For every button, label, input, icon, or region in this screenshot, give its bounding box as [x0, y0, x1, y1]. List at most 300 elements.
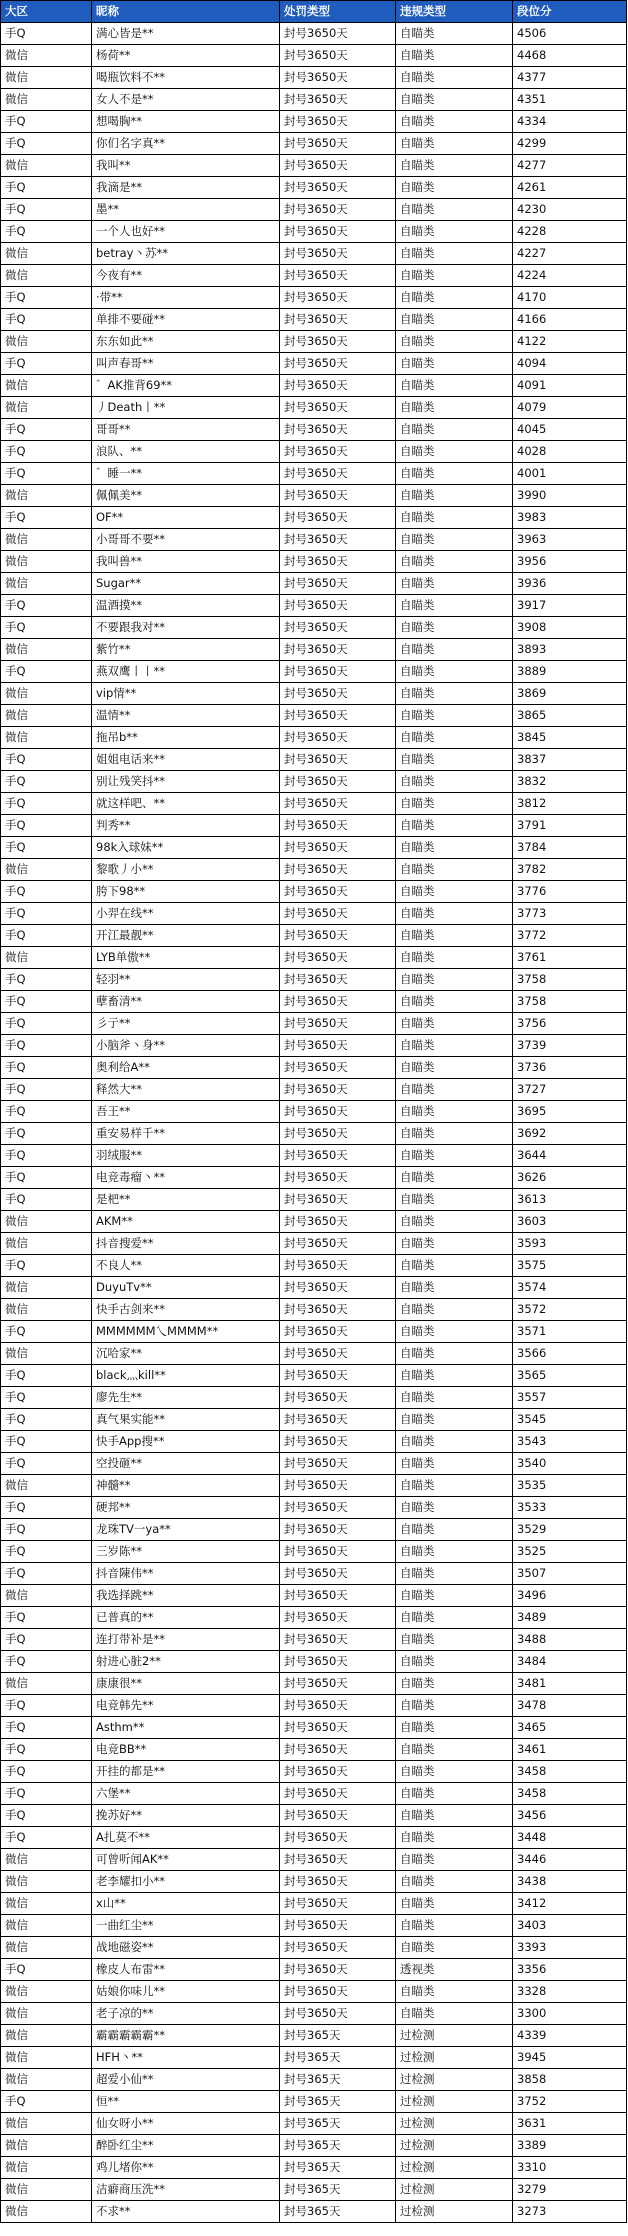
region-cell: 手Q: [1, 1959, 92, 1981]
penalty-type-cell: 封号3650天: [280, 1409, 396, 1431]
violation-type-cell: 自瞄类: [396, 749, 513, 771]
table-row: [1, 1035, 627, 1057]
rank-score-cell: 4261: [513, 177, 627, 199]
region-cell: 微信: [1, 2003, 92, 2025]
region-cell: 微信: [1, 1343, 92, 1365]
rank-score-cell: 3389: [513, 2135, 627, 2157]
violation-type-cell: 自瞄类: [396, 1585, 513, 1607]
nickname-cell: 女人不是**: [92, 89, 280, 111]
violation-type-cell: 自瞄类: [396, 2003, 513, 2025]
nickname-cell: 浪队、**: [92, 441, 280, 463]
penalty-type-cell: 封号365天: [280, 2025, 396, 2047]
violation-type-cell: 自瞄类: [396, 221, 513, 243]
penalty-type-cell: 封号365天: [280, 2201, 396, 2223]
rank-score-cell: 4377: [513, 67, 627, 89]
rank-score-cell: 3758: [513, 969, 627, 991]
violation-type-cell: 自瞄类: [396, 1783, 513, 1805]
table-row: [1, 551, 627, 573]
rank-score-cell: 3727: [513, 1079, 627, 1101]
region-cell: 微信: [1, 89, 92, 111]
violation-type-cell: 自瞄类: [396, 1255, 513, 1277]
table-row: [1, 1519, 627, 1541]
table-row: [1, 837, 627, 859]
rank-score-cell: 3543: [513, 1431, 627, 1453]
penalty-type-cell: 封号3650天: [280, 265, 396, 287]
violation-type-cell: 自瞄类: [396, 617, 513, 639]
penalty-type-cell: 封号3650天: [280, 1673, 396, 1695]
rank-score-cell: 3488: [513, 1629, 627, 1651]
region-cell: 微信: [1, 2069, 92, 2091]
table-row: [1, 375, 627, 397]
nickname-cell: 抖音陳伟**: [92, 1563, 280, 1585]
rank-score-cell: 3626: [513, 1167, 627, 1189]
penalty-type-cell: 封号3650天: [280, 353, 396, 375]
violation-type-cell: 自瞄类: [396, 1079, 513, 1101]
nickname-cell: 小脑斧丶身**: [92, 1035, 280, 1057]
nickname-cell: 我叫兽**: [92, 551, 280, 573]
region-cell: 手Q: [1, 1409, 92, 1431]
violation-type-cell: 自瞄类: [396, 1981, 513, 2003]
region-cell: 手Q: [1, 661, 92, 683]
nickname-cell: 小哥哥不要**: [92, 529, 280, 551]
table-row: [1, 1475, 627, 1497]
table-row: [1, 727, 627, 749]
table-row: [1, 507, 627, 529]
region-cell: 手Q: [1, 1629, 92, 1651]
rank-score-cell: 3465: [513, 1717, 627, 1739]
violation-type-cell: 自瞄类: [396, 1717, 513, 1739]
rank-score-cell: 3571: [513, 1321, 627, 1343]
nickname-cell: 电竞BB**: [92, 1739, 280, 1761]
region-cell: 手Q: [1, 111, 92, 133]
nickname-cell: 胯下98**: [92, 881, 280, 903]
region-cell: 微信: [1, 1673, 92, 1695]
violation-type-cell: 自瞄类: [396, 573, 513, 595]
violation-type-cell: 自瞄类: [396, 111, 513, 133]
nickname-cell: 墨**: [92, 199, 280, 221]
rank-score-cell: 3448: [513, 1827, 627, 1849]
nickname-cell: 空投砸**: [92, 1453, 280, 1475]
region-cell: 微信: [1, 1299, 92, 1321]
violation-type-cell: 自瞄类: [396, 1915, 513, 1937]
nickname-cell: 姑娘你味儿**: [92, 1981, 280, 2003]
region-cell: 微信: [1, 397, 92, 419]
penalty-type-cell: 封号3650天: [280, 991, 396, 1013]
violation-type-cell: 自瞄类: [396, 903, 513, 925]
violation-type-cell: 自瞄类: [396, 1937, 513, 1959]
nickname-cell: 挽苏好**: [92, 1805, 280, 1827]
violation-type-cell: 自瞄类: [396, 683, 513, 705]
penalty-type-cell: 封号3650天: [280, 1937, 396, 1959]
violation-type-cell: 自瞄类: [396, 45, 513, 67]
rank-score-cell: 3393: [513, 1937, 627, 1959]
region-cell: 手Q: [1, 1013, 92, 1035]
region-cell: 微信: [1, 1981, 92, 2003]
violation-type-cell: 自瞄类: [396, 67, 513, 89]
table-row: [1, 1431, 627, 1453]
rank-score-cell: 3557: [513, 1387, 627, 1409]
penalty-type-cell: 封号3650天: [280, 1585, 396, 1607]
penalty-type-cell: 封号3650天: [280, 1365, 396, 1387]
penalty-type-cell: 封号3650天: [280, 705, 396, 727]
rank-score-cell: 3865: [513, 705, 627, 727]
nickname-cell: 鸡儿堵你**: [92, 2157, 280, 2179]
region-cell: 手Q: [1, 1519, 92, 1541]
region-cell: 微信: [1, 573, 92, 595]
violation-type-cell: 自瞄类: [396, 1365, 513, 1387]
rank-score-cell: 4045: [513, 419, 627, 441]
table-row: [1, 1959, 627, 1981]
table-row: [1, 2179, 627, 2201]
rank-score-cell: 3593: [513, 1233, 627, 1255]
table-row: [1, 1717, 627, 1739]
rank-score-cell: 3739: [513, 1035, 627, 1057]
nickname-cell: 电竞毒瘤丶**: [92, 1167, 280, 1189]
violation-type-cell: 过检测: [396, 2025, 513, 2047]
region-cell: 手Q: [1, 23, 92, 45]
nickname-cell: 温酒摸**: [92, 595, 280, 617]
region-cell: 微信: [1, 243, 92, 265]
violation-type-cell: 过检测: [396, 2069, 513, 2091]
penalty-type-cell: 封号3650天: [280, 595, 396, 617]
table-row: [1, 881, 627, 903]
region-cell: 微信: [1, 2157, 92, 2179]
penalty-type-cell: 封号3650天: [280, 375, 396, 397]
rank-score-cell: 3956: [513, 551, 627, 573]
table-row: [1, 441, 627, 463]
violation-type-cell: 自瞄类: [396, 1431, 513, 1453]
violation-type-cell: 自瞄类: [396, 925, 513, 947]
violation-type-cell: 自瞄类: [396, 1233, 513, 1255]
rank-score-cell: 3869: [513, 683, 627, 705]
rank-score-cell: 3574: [513, 1277, 627, 1299]
nickname-cell: Sugar**: [92, 573, 280, 595]
nickname-cell: 别让残笑抖**: [92, 771, 280, 793]
region-cell: 手Q: [1, 1805, 92, 1827]
region-cell: 手Q: [1, 287, 92, 309]
penalty-type-cell: 封号3650天: [280, 1629, 396, 1651]
violation-type-cell: 自瞄类: [396, 1541, 513, 1563]
region-cell: 手Q: [1, 969, 92, 991]
region-cell: 手Q: [1, 1365, 92, 1387]
violation-type-cell: 自瞄类: [396, 353, 513, 375]
region-cell: 手Q: [1, 1189, 92, 1211]
region-cell: 微信: [1, 265, 92, 287]
nickname-cell: 开挂的都是**: [92, 1761, 280, 1783]
region-cell: 手Q: [1, 1057, 92, 1079]
region-cell: 微信: [1, 45, 92, 67]
rank-score-cell: 3540: [513, 1453, 627, 1475]
table-row: [1, 1783, 627, 1805]
penalty-type-cell: 封号3650天: [280, 1233, 396, 1255]
header-violation-type: 违规类型: [396, 1, 513, 23]
rank-score-cell: 3756: [513, 1013, 627, 1035]
nickname-cell: 已普真的**: [92, 1607, 280, 1629]
table-row: [1, 1981, 627, 2003]
table-row: [1, 1299, 627, 1321]
violation-type-cell: 自瞄类: [396, 771, 513, 793]
header-rank-score: 段位分: [513, 1, 627, 23]
region-cell: 手Q: [1, 1695, 92, 1717]
violation-type-cell: 过检测: [396, 2135, 513, 2157]
region-cell: 手Q: [1, 1827, 92, 1849]
region-cell: 手Q: [1, 1255, 92, 1277]
table-row: [1, 529, 627, 551]
nickname-cell: 今夜有**: [92, 265, 280, 287]
nickname-cell: x山**: [92, 1893, 280, 1915]
penalty-type-cell: 封号3650天: [280, 1101, 396, 1123]
rank-score-cell: 4227: [513, 243, 627, 265]
nickname-cell: 可曾听闻AK**: [92, 1849, 280, 1871]
nickname-cell: 拖吊b**: [92, 727, 280, 749]
violation-type-cell: 自瞄类: [396, 1673, 513, 1695]
table-row: [1, 1629, 627, 1651]
rank-score-cell: 3845: [513, 727, 627, 749]
penalty-type-cell: 封号3650天: [280, 89, 396, 111]
nickname-cell: 黎歌丿小**: [92, 859, 280, 881]
violation-type-cell: 自瞄类: [396, 1299, 513, 1321]
region-cell: 手Q: [1, 1167, 92, 1189]
rank-score-cell: 3736: [513, 1057, 627, 1079]
nickname-cell: 燕双鹰丨丨**: [92, 661, 280, 683]
penalty-type-cell: 封号3650天: [280, 1321, 396, 1343]
table-row: [1, 2201, 627, 2223]
nickname-cell: 射进心脏2**: [92, 1651, 280, 1673]
penalty-type-cell: 封号3650天: [280, 749, 396, 771]
rank-score-cell: 3945: [513, 2047, 627, 2069]
violation-type-cell: 自瞄类: [396, 1277, 513, 1299]
table-row: [1, 45, 627, 67]
rank-score-cell: 3489: [513, 1607, 627, 1629]
table-row: [1, 1827, 627, 1849]
region-cell: 微信: [1, 1585, 92, 1607]
table-row: [1, 1541, 627, 1563]
region-cell: 微信: [1, 67, 92, 89]
nickname-cell: 小羿在线**: [92, 903, 280, 925]
rank-score-cell: 3533: [513, 1497, 627, 1519]
region-cell: 微信: [1, 705, 92, 727]
table-row: [1, 771, 627, 793]
table-row: [1, 1563, 627, 1585]
penalty-type-cell: 封号3650天: [280, 1761, 396, 1783]
table-row: [1, 397, 627, 419]
violation-type-cell: 过检测: [396, 2157, 513, 2179]
region-cell: 手Q: [1, 881, 92, 903]
rank-score-cell: 3782: [513, 859, 627, 881]
penalty-type-cell: 封号3650天: [280, 529, 396, 551]
rank-score-cell: 3837: [513, 749, 627, 771]
violation-type-cell: 自瞄类: [396, 397, 513, 419]
nickname-cell: 满心皆是**: [92, 23, 280, 45]
rank-score-cell: 3279: [513, 2179, 627, 2201]
region-cell: 手Q: [1, 309, 92, 331]
violation-type-cell: 自瞄类: [396, 199, 513, 221]
region-cell: 微信: [1, 331, 92, 353]
table-row: [1, 1607, 627, 1629]
penalty-type-cell: 封号3650天: [280, 1057, 396, 1079]
nickname-cell: 一个人也好**: [92, 221, 280, 243]
rank-score-cell: 4351: [513, 89, 627, 111]
rank-score-cell: 3776: [513, 881, 627, 903]
penalty-type-cell: 封号365天: [280, 2069, 396, 2091]
table-row: [1, 793, 627, 815]
violation-type-cell: 自瞄类: [396, 309, 513, 331]
penalty-type-cell: 封号365天: [280, 2135, 396, 2157]
table-row: [1, 1343, 627, 1365]
table-row: [1, 2069, 627, 2091]
violation-type-cell: 过检测: [396, 2201, 513, 2223]
penalty-type-cell: 封号3650天: [280, 1255, 396, 1277]
rank-score-cell: 3273: [513, 2201, 627, 2223]
penalty-type-cell: 封号3650天: [280, 947, 396, 969]
region-cell: 手Q: [1, 1541, 92, 1563]
violation-type-cell: 自瞄类: [396, 1871, 513, 1893]
rank-score-cell: 3566: [513, 1343, 627, 1365]
nickname-cell: 我叫**: [92, 155, 280, 177]
region-cell: 手Q: [1, 1563, 92, 1585]
rank-score-cell: 3403: [513, 1915, 627, 1937]
nickname-cell: 沉哈家**: [92, 1343, 280, 1365]
rank-score-cell: 4001: [513, 463, 627, 485]
table-row: [1, 1189, 627, 1211]
rank-score-cell: 3692: [513, 1123, 627, 1145]
penalty-type-cell: 封号3650天: [280, 221, 396, 243]
table-row: [1, 1673, 627, 1695]
rank-score-cell: 4230: [513, 199, 627, 221]
violation-type-cell: 自瞄类: [396, 1893, 513, 1915]
nickname-cell: 叫声春哥**: [92, 353, 280, 375]
table-row: [1, 1211, 627, 1233]
violation-type-cell: 自瞄类: [396, 1761, 513, 1783]
region-cell: 手Q: [1, 595, 92, 617]
penalty-type-cell: 封号3650天: [280, 397, 396, 419]
rank-score-cell: 3917: [513, 595, 627, 617]
rank-score-cell: 3496: [513, 1585, 627, 1607]
table-row: [1, 23, 627, 45]
region-cell: 手Q: [1, 1607, 92, 1629]
table-row: [1, 89, 627, 111]
region-cell: 手Q: [1, 617, 92, 639]
violation-type-cell: 自瞄类: [396, 947, 513, 969]
rank-score-cell: 4166: [513, 309, 627, 331]
region-cell: 手Q: [1, 441, 92, 463]
rank-score-cell: 4091: [513, 375, 627, 397]
table-row: [1, 1277, 627, 1299]
violation-type-cell: 过检测: [396, 2091, 513, 2113]
table-row: [1, 859, 627, 881]
nickname-cell: 醉卧红尘**: [92, 2135, 280, 2157]
table-row: [1, 617, 627, 639]
nickname-cell: black灬kill**: [92, 1365, 280, 1387]
violation-type-cell: 自瞄类: [396, 793, 513, 815]
region-cell: 手Q: [1, 2091, 92, 2113]
region-cell: 手Q: [1, 837, 92, 859]
rank-score-cell: 3525: [513, 1541, 627, 1563]
nickname-cell: 恒**: [92, 2091, 280, 2113]
violation-type-cell: 自瞄类: [396, 1519, 513, 1541]
violation-type-cell: 自瞄类: [396, 1387, 513, 1409]
region-cell: 手Q: [1, 1035, 92, 1057]
table-row: [1, 1849, 627, 1871]
violation-type-cell: 自瞄类: [396, 1211, 513, 1233]
violation-type-cell: 自瞄类: [396, 419, 513, 441]
rank-score-cell: 3446: [513, 1849, 627, 1871]
region-cell: 手Q: [1, 419, 92, 441]
violation-type-cell: 自瞄类: [396, 705, 513, 727]
table-row: [1, 463, 627, 485]
penalty-type-cell: 封号3650天: [280, 1805, 396, 1827]
violation-type-cell: 自瞄类: [396, 595, 513, 617]
rank-score-cell: 3328: [513, 1981, 627, 2003]
penalty-type-cell: 封号3650天: [280, 1717, 396, 1739]
violation-type-cell: 自瞄类: [396, 1805, 513, 1827]
penalty-type-cell: 封号3650天: [280, 441, 396, 463]
penalty-type-cell: 封号3650天: [280, 1959, 396, 1981]
table-row: [1, 1079, 627, 1101]
table-row: [1, 991, 627, 1013]
nickname-cell: 快手App搜**: [92, 1431, 280, 1453]
violation-type-cell: 过检测: [396, 2179, 513, 2201]
nickname-cell: 廖先生**: [92, 1387, 280, 1409]
penalty-type-cell: 封号3650天: [280, 1871, 396, 1893]
table-row: [1, 639, 627, 661]
rank-score-cell: 3481: [513, 1673, 627, 1695]
nickname-cell: ゛睡一**: [92, 463, 280, 485]
penalty-type-cell: 封号3650天: [280, 1827, 396, 1849]
violation-type-cell: 自瞄类: [396, 1849, 513, 1871]
nickname-cell: 98k入球妹**: [92, 837, 280, 859]
table-row: [1, 287, 627, 309]
region-cell: 手Q: [1, 1387, 92, 1409]
header-region: 大区: [1, 1, 92, 23]
penalty-type-cell: 封号3650天: [280, 551, 396, 573]
table-row: [1, 749, 627, 771]
penalty-type-cell: 封号3650天: [280, 1167, 396, 1189]
region-cell: 手Q: [1, 133, 92, 155]
table-row: [1, 1453, 627, 1475]
violation-type-cell: 自瞄类: [396, 1167, 513, 1189]
violation-type-cell: 自瞄类: [396, 89, 513, 111]
nickname-cell: 康康很**: [92, 1673, 280, 1695]
penalty-type-cell: 封号3650天: [280, 419, 396, 441]
rank-score-cell: 4170: [513, 287, 627, 309]
nickname-cell: 杨荷**: [92, 45, 280, 67]
penalty-type-cell: 封号3650天: [280, 859, 396, 881]
table-row: [1, 1871, 627, 1893]
rank-score-cell: 3761: [513, 947, 627, 969]
penalty-type-cell: 封号3650天: [280, 331, 396, 353]
nickname-cell: betray丶苏**: [92, 243, 280, 265]
nickname-cell: 不要跟我对**: [92, 617, 280, 639]
violation-type-cell: 自瞄类: [396, 837, 513, 859]
penalty-type-cell: 封号3650天: [280, 1893, 396, 1915]
nickname-cell: 神髓**: [92, 1475, 280, 1497]
table-row: [1, 1805, 627, 1827]
violation-type-cell: 自瞄类: [396, 375, 513, 397]
table-row: [1, 1585, 627, 1607]
rank-score-cell: 4224: [513, 265, 627, 287]
nickname-cell: ゛AK推背69**: [92, 375, 280, 397]
table-row: [1, 199, 627, 221]
rank-score-cell: 3936: [513, 573, 627, 595]
nickname-cell: 吾王**: [92, 1101, 280, 1123]
table-row: [1, 67, 627, 89]
region-cell: 手Q: [1, 771, 92, 793]
rank-score-cell: 4079: [513, 397, 627, 419]
penalty-type-cell: 封号3650天: [280, 1849, 396, 1871]
violation-type-cell: 自瞄类: [396, 155, 513, 177]
rank-score-cell: 3758: [513, 991, 627, 1013]
